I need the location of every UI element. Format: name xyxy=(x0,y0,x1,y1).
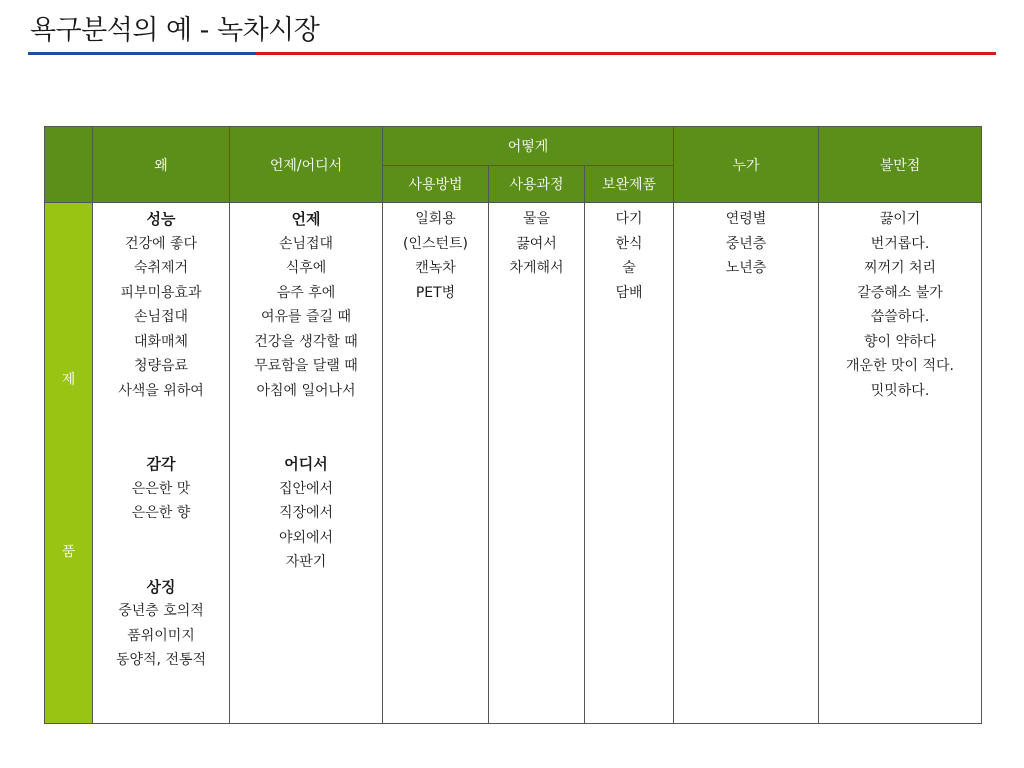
how-method-item: PET병 xyxy=(415,284,456,301)
header-corner xyxy=(45,127,93,203)
who-item: 중년층 xyxy=(725,235,767,252)
cell-how-complement xyxy=(585,203,674,724)
how-process-item: 물을 xyxy=(522,211,551,227)
cell-how-process xyxy=(489,203,585,724)
complaint-item: 향이 약하다 xyxy=(863,333,937,350)
how-process-item: 끓여서 xyxy=(516,235,557,252)
why-performance-item: 피부미용효과 xyxy=(120,284,202,301)
title-divider xyxy=(28,52,996,55)
how-process-item: 차게해서 xyxy=(509,260,564,276)
header-when-where: 언제/어디서 xyxy=(230,127,383,203)
how-method-item: 일회용 xyxy=(415,211,456,227)
how-complement-item: 술 xyxy=(622,260,636,276)
when-item: 식후에 xyxy=(285,260,327,276)
why-performance-item: 대화매체 xyxy=(133,333,189,350)
when-item: 음주 후에 xyxy=(276,284,336,301)
why-performance-item: 건강에 좋다 xyxy=(124,235,198,252)
who-item: 연령별 xyxy=(725,211,767,227)
where-item: 자판기 xyxy=(285,554,327,570)
where-head: 어디서 xyxy=(284,455,328,473)
complaint-item: 찌꺼기 처리 xyxy=(863,260,937,276)
header-how: 어떻게 xyxy=(383,127,674,166)
how-complement-item: 담배 xyxy=(615,284,643,301)
how-method-item: (인스턴트) xyxy=(402,235,469,252)
why-sense-head: 감각 xyxy=(146,455,176,473)
complaint-item: 번거롭다. xyxy=(870,235,930,252)
how-complement-item: 다기 xyxy=(615,211,643,227)
when-item: 손님접대 xyxy=(278,235,334,252)
who-item: 노년층 xyxy=(725,260,767,276)
why-performance-head: 성능 xyxy=(146,210,176,228)
why-symbol-item: 동양적, 전통적 xyxy=(115,652,207,668)
complaint-item: 개운한 맛이 적다. xyxy=(845,358,955,374)
header-why: 왜 xyxy=(93,127,230,203)
where-item: 집안에서 xyxy=(278,480,334,497)
how-method-item: 캔녹차 xyxy=(415,260,456,276)
why-performance-item: 손님접대 xyxy=(133,309,189,325)
page-title: 욕구분석의 예 - 녹차시장 xyxy=(30,15,320,46)
when-head: 언제 xyxy=(291,210,321,228)
why-sense-item: 은은한 향 xyxy=(131,505,191,521)
complaint-item: 밋밋하다. xyxy=(870,382,930,399)
why-performance-item: 청량음료 xyxy=(133,358,189,374)
why-symbol-item: 중년층 호의적 xyxy=(118,603,204,619)
header-complaints: 불만점 xyxy=(819,127,982,203)
complaint-item: 갈증해소 불가 xyxy=(857,284,943,301)
cell-why xyxy=(93,203,230,724)
title-divider-blue xyxy=(28,52,256,55)
how-complement-item: 한식 xyxy=(615,235,643,252)
header-how-complement: 보완제품 xyxy=(585,166,674,203)
cell-complaints xyxy=(819,203,982,724)
why-symbol-head: 상징 xyxy=(146,577,176,596)
when-item: 건강을 생각할 때 xyxy=(254,333,358,350)
needs-analysis-table xyxy=(44,126,982,724)
when-item: 아침에 일어나서 xyxy=(256,382,356,399)
header-how-process: 사용과정 xyxy=(489,166,585,203)
header-who: 누가 xyxy=(674,127,819,203)
why-performance-item: 사색을 위하여 xyxy=(118,382,204,399)
complaint-item: 씁쓸하다. xyxy=(870,309,930,325)
where-item: 야외에서 xyxy=(278,529,334,546)
where-item: 직장에서 xyxy=(278,505,334,521)
cell-who xyxy=(674,203,819,724)
why-sense-item: 은은한 맛 xyxy=(131,480,191,497)
row-label-product xyxy=(45,203,93,724)
header-how-method: 사용방법 xyxy=(383,166,489,203)
when-item: 무료함을 달랠 때 xyxy=(254,358,358,374)
why-symbol-item: 품위이미지 xyxy=(127,627,195,644)
complaint-item: 끓이기 xyxy=(879,211,921,227)
row-label-char-2: 품 xyxy=(61,544,76,560)
why-performance-item: 숙취제거 xyxy=(133,260,189,276)
cell-how-method xyxy=(383,203,489,724)
row-label-char-1: 제 xyxy=(61,372,76,388)
cell-when-where xyxy=(230,203,383,724)
title-divider-red xyxy=(256,52,996,55)
when-item: 여유를 즐길 때 xyxy=(260,309,352,325)
